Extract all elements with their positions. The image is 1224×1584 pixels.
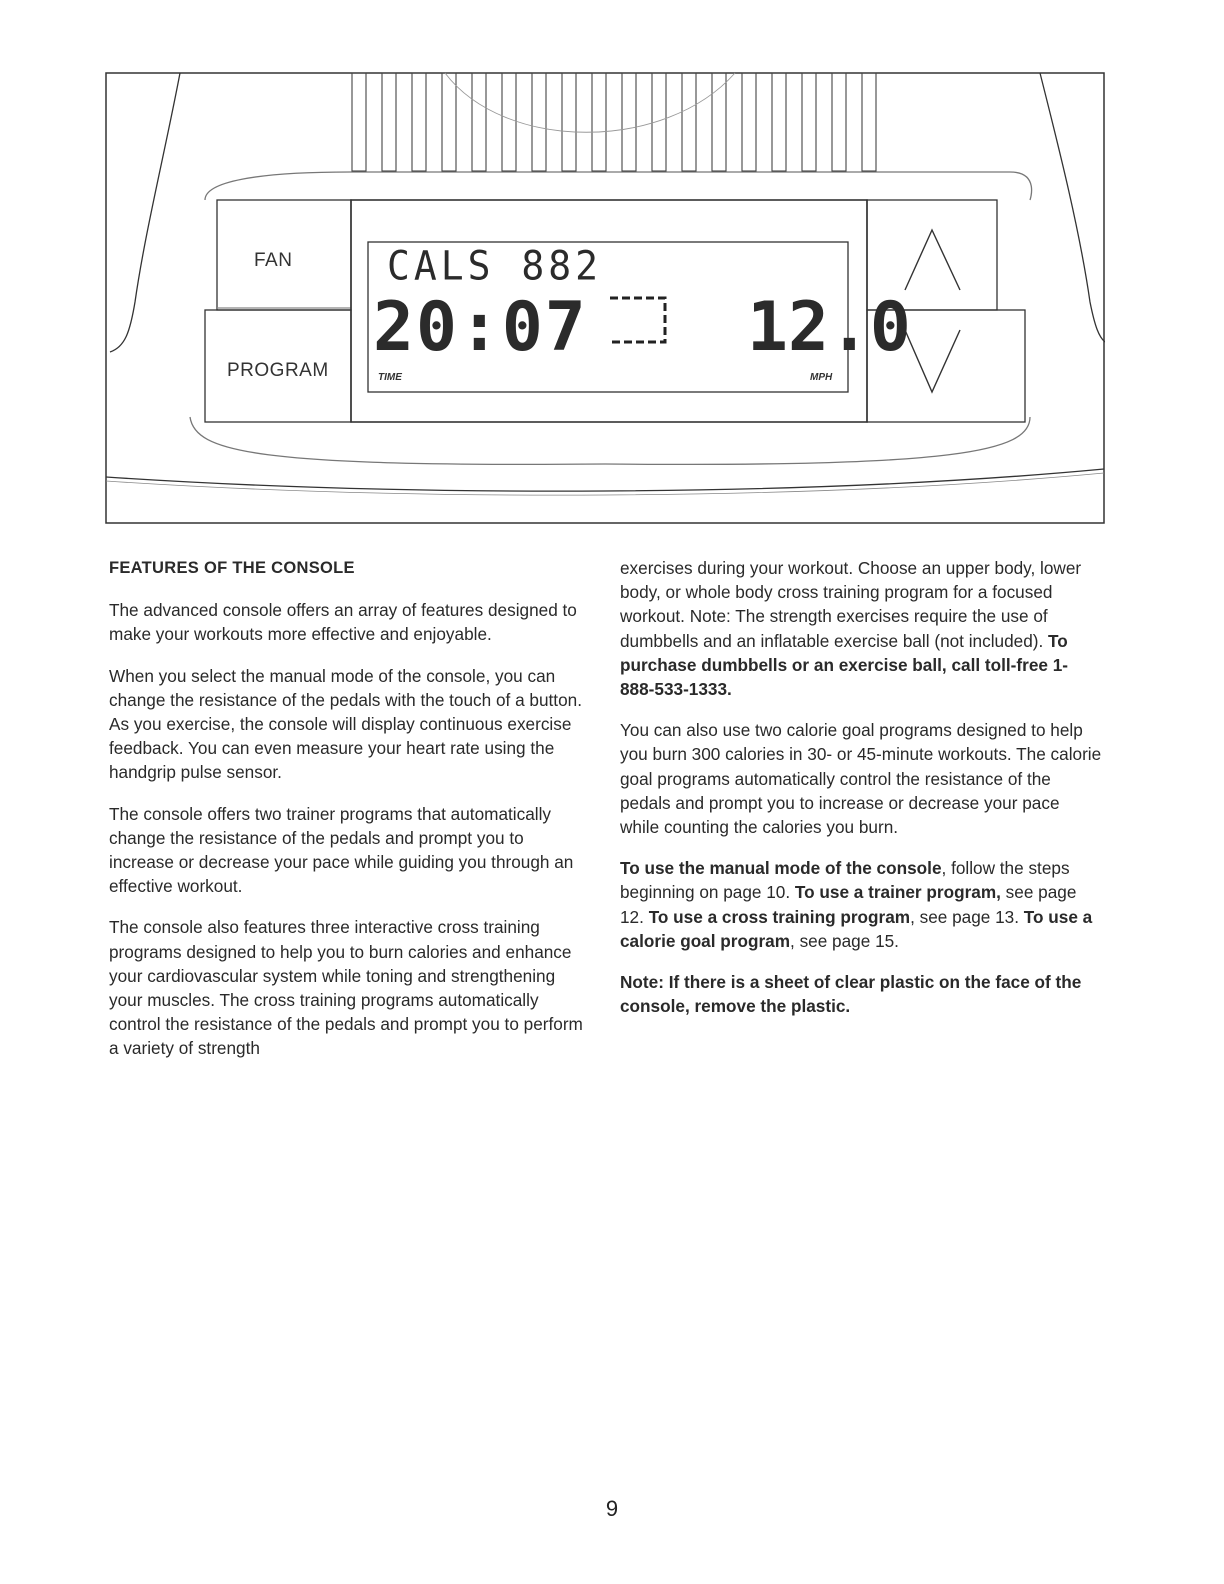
lcd-speed-label: MPH [810,372,833,383]
left-column [109,556,591,1078]
manual-mode-reference: To use the manual mode of the console [620,858,942,879]
down-arrow-icon [905,330,960,392]
reference-text: , follow the steps beginning on page 10. [620,858,1070,903]
calorie-goal-reference: To use a calorie goal program [620,906,1093,951]
paragraph-calorie-goal: You can also use two calorie goal programs designed to help you burn 300 calories in 30- or 45-minute workouts. The calorie goal programs automatically control the resistance of the pedals and prompt you to increase or decrease your pace while counting the calories you burn. [620,720,1102,838]
section-heading: FEATURES OF THE CONSOLE [109,559,355,577]
reference-text: see page 12. [620,882,1077,927]
paragraph-cross-training-cont [620,556,1102,701]
paragraph-manual-mode: When you select the manual mode of the console, you can change the resistance of the pedals with the touch of a button. As you exercise, the console will display continuous exercise feedback. You can even measure your heart rate using the handgrip pulse sensor. [109,665,582,783]
fan-button-label: FAN [254,250,293,271]
paragraph-program-references [620,856,1102,953]
page-number: 9 [605,1496,619,1521]
lcd-time-label: TIME [378,372,402,383]
purchase-callout: To purchase dumbbells or an exercise ball, call toll-free 1-888-533-1333. [620,630,1068,700]
trainer-program-reference: To use a trainer program, [794,882,1001,903]
console-drawing [105,72,1105,524]
plastic-note-text: Note: If there is a sheet of clear plastic on the face of the console, remove the plastic. [620,972,1082,1017]
console-illustration [105,72,1105,524]
paragraph-cross-training: The console also features three interactive cross training programs designed to help you to burn calories and enhance your cardiovascular system while toning and strengthening your muscles. The cross training programs automatically control the resistance of the pedals and prompt you to perform a variety of strength [109,917,583,1059]
plastic-note [620,970,1102,1018]
lcd-calories-readout: CALS 882 [387,242,603,290]
paragraph-text: exercises during your workout. Choose an upper body, lower body, or whole body cross training program for a focused workout. Note: The strength exercises require the use of dumbbells and an inflatable exercise ball (not included). [620,558,1082,651]
paragraph-intro: The advanced console offers an array of features designed to make your workouts more effective and enjoyable. [109,600,577,645]
program-button-label: PROGRAM [227,360,329,381]
lcd-time-readout: 20:07 [373,288,588,367]
lcd-speed-readout: 12.0 [747,288,911,367]
right-column [620,556,1102,1035]
paragraph-trainer-programs: The console offers two trainer programs that automatically change the resistance of the pedals and prompt you to increase or decrease your pace while guiding you through an effective workout. [109,803,574,897]
up-arrow-icon [905,230,960,290]
cross-training-reference: To use a cross training program [648,906,911,927]
reference-text: , see page 15. [790,930,899,951]
reference-text: , see page 13. [910,906,1020,927]
